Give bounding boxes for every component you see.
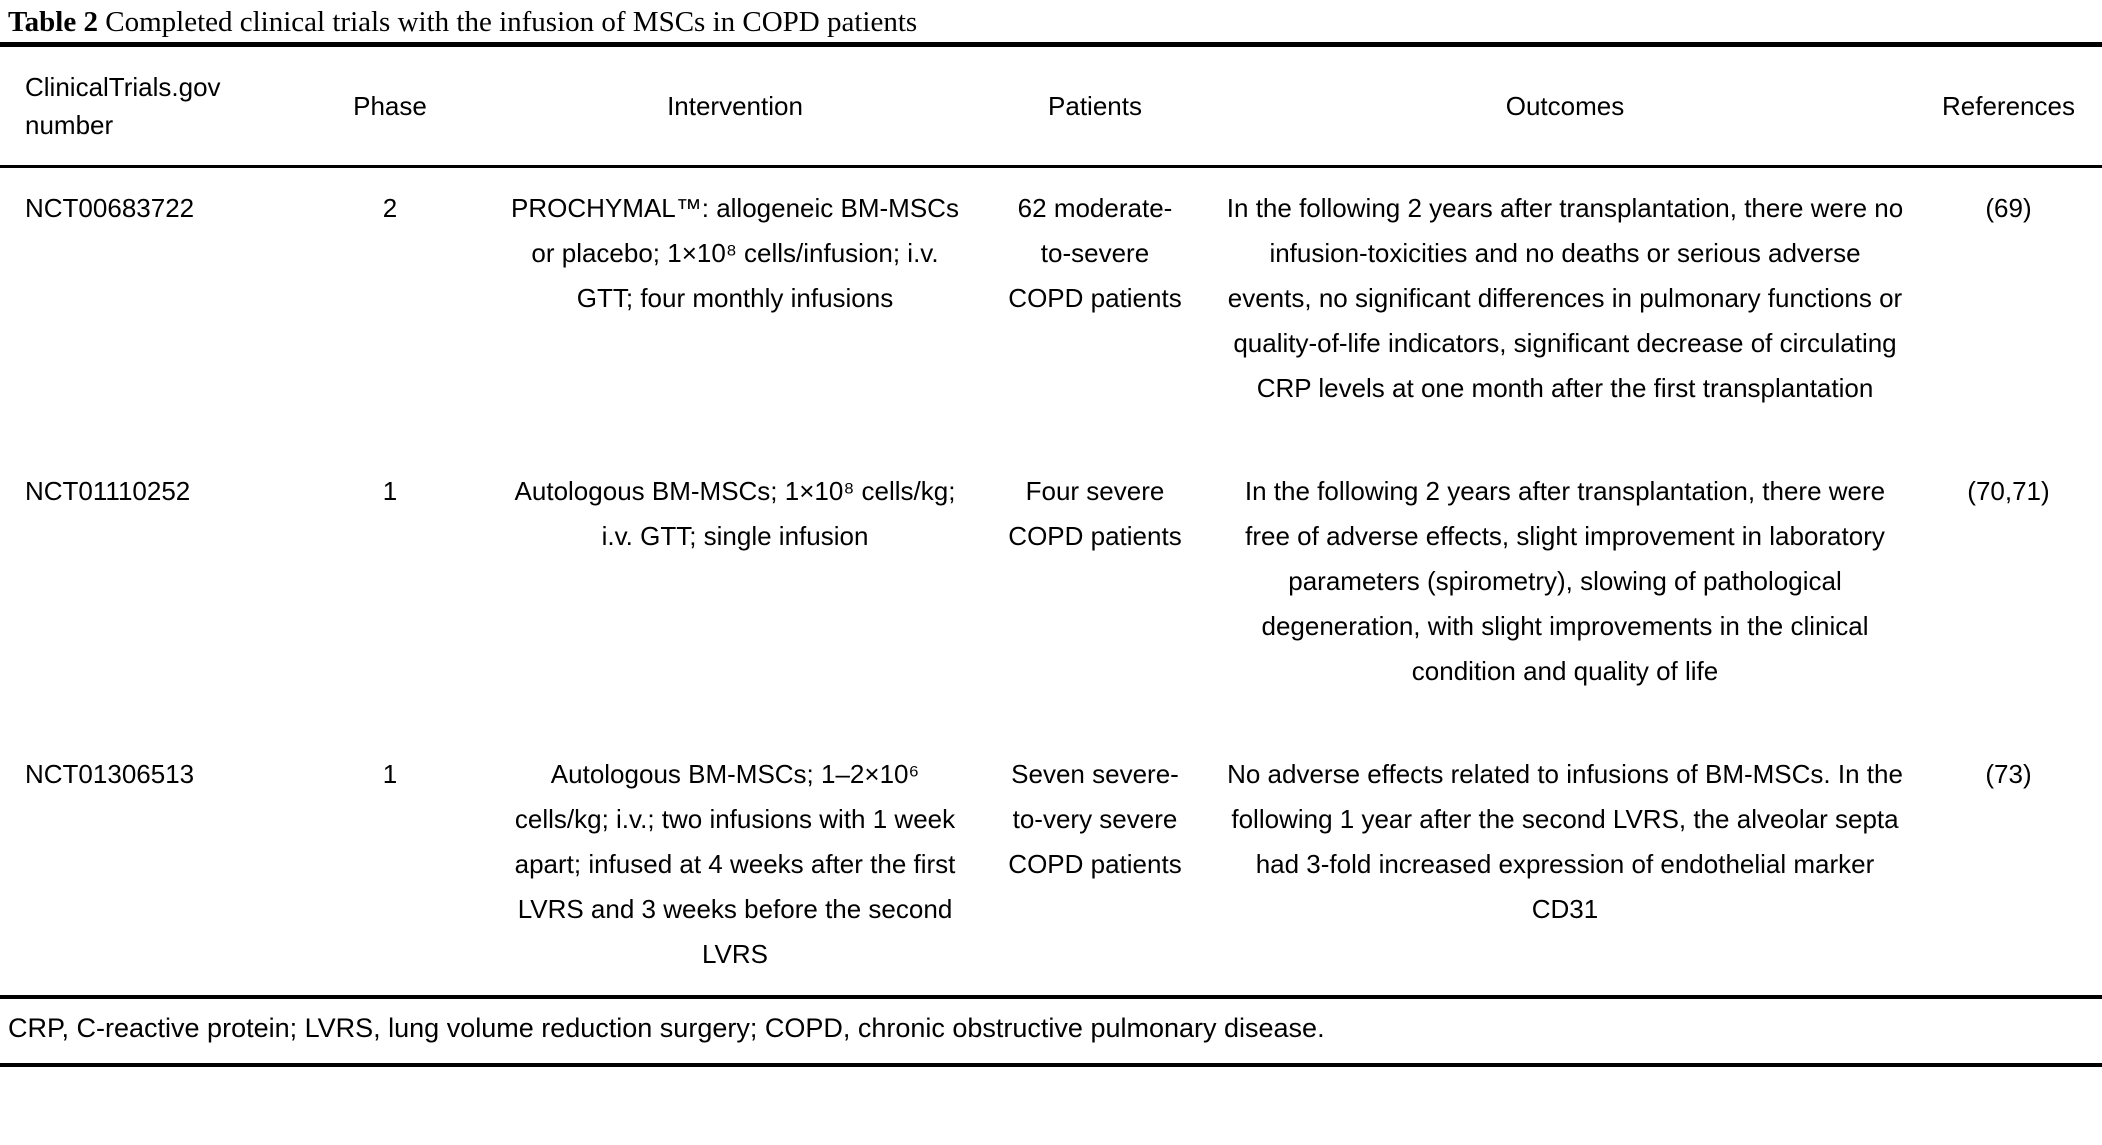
col-header-references: References — [1915, 45, 2102, 167]
table-number-label: Table 2 — [8, 6, 98, 38]
cell-phase: 1 — [382, 759, 398, 789]
cell-nct-number: NCT01306513 — [25, 759, 195, 789]
cell-outcomes: No adverse effects related to infusions of BM-MSCs. In the following 1 year after the second LVRS, the alveolar septa had 3-fold increased expression of endothelial marker CD31 — [1227, 759, 1903, 924]
cell-patients: Four severe COPD patients — [1008, 476, 1182, 551]
col-header-outcomes: Outcomes — [1215, 45, 1915, 167]
cell-intervention: Autologous BM-MSCs; 1×10⁸ cells/kg; i.v. GTT; single infusion — [514, 476, 956, 551]
header-row — [0, 45, 2102, 167]
cell-phase: 1 — [382, 476, 398, 506]
table-row — [0, 451, 2102, 734]
cell-intervention: Autologous BM-MSCs; 1–2×10⁶ cells/kg; i.v.; two infusions with 1 week apart; infused at 4 weeks after the first LVRS and 3 weeks before the second LVRS — [514, 759, 956, 969]
cell-references: (73) — [1985, 759, 2032, 789]
cell-references: (69) — [1985, 193, 2032, 223]
table-row — [0, 167, 2102, 452]
cell-phase: 2 — [382, 193, 398, 223]
col-header-phase: Phase — [285, 45, 495, 167]
table-footnote: CRP, C-reactive protein; LVRS, lung volume reduction surgery; COPD, chronic obstructive pulmonary disease. — [0, 999, 2102, 1067]
cell-outcomes: In the following 2 years after transplantation, there were no infusion-toxicities and no deaths or serious adverse events, no significant differences in pulmonary functions or quality-of-life indicators, significant decrease of circulating CRP levels at one month after the first transplantation — [1226, 193, 1904, 403]
cell-outcomes: In the following 2 years after transplantation, there were free of adverse effects, slight improvement in laboratory parameters (spirometry), slowing of pathological degeneration, with slight improvements in the clinical condition and quality of life — [1244, 476, 1886, 686]
table-row — [0, 734, 2102, 997]
clinical-trials-table — [0, 42, 2102, 999]
cell-patients: 62 moderate-to-severe COPD patients — [1008, 193, 1182, 313]
cell-references: (70,71) — [1967, 476, 2050, 506]
cell-nct-number: NCT01110252 — [25, 476, 191, 506]
cell-nct-number: NCT00683722 — [25, 193, 195, 223]
table-title — [0, 0, 2102, 42]
table-title-text: Completed clinical trials with the infusion of MSCs in COPD patients — [98, 6, 918, 38]
col-header-intervention: Intervention — [495, 45, 975, 167]
table-body — [0, 167, 2102, 998]
cell-intervention: PROCHYMAL™: allogeneic BM-MSCs or placebo; 1×10⁸ cells/infusion; i.v. GTT; four monthly infusions — [511, 193, 959, 313]
table-header — [0, 45, 2102, 167]
col-header-nct-number: ClinicalTrials.gov number — [0, 45, 285, 167]
col-header-patients: Patients — [975, 45, 1215, 167]
cell-patients: Seven severe-to-very severe COPD patients — [1008, 759, 1182, 879]
